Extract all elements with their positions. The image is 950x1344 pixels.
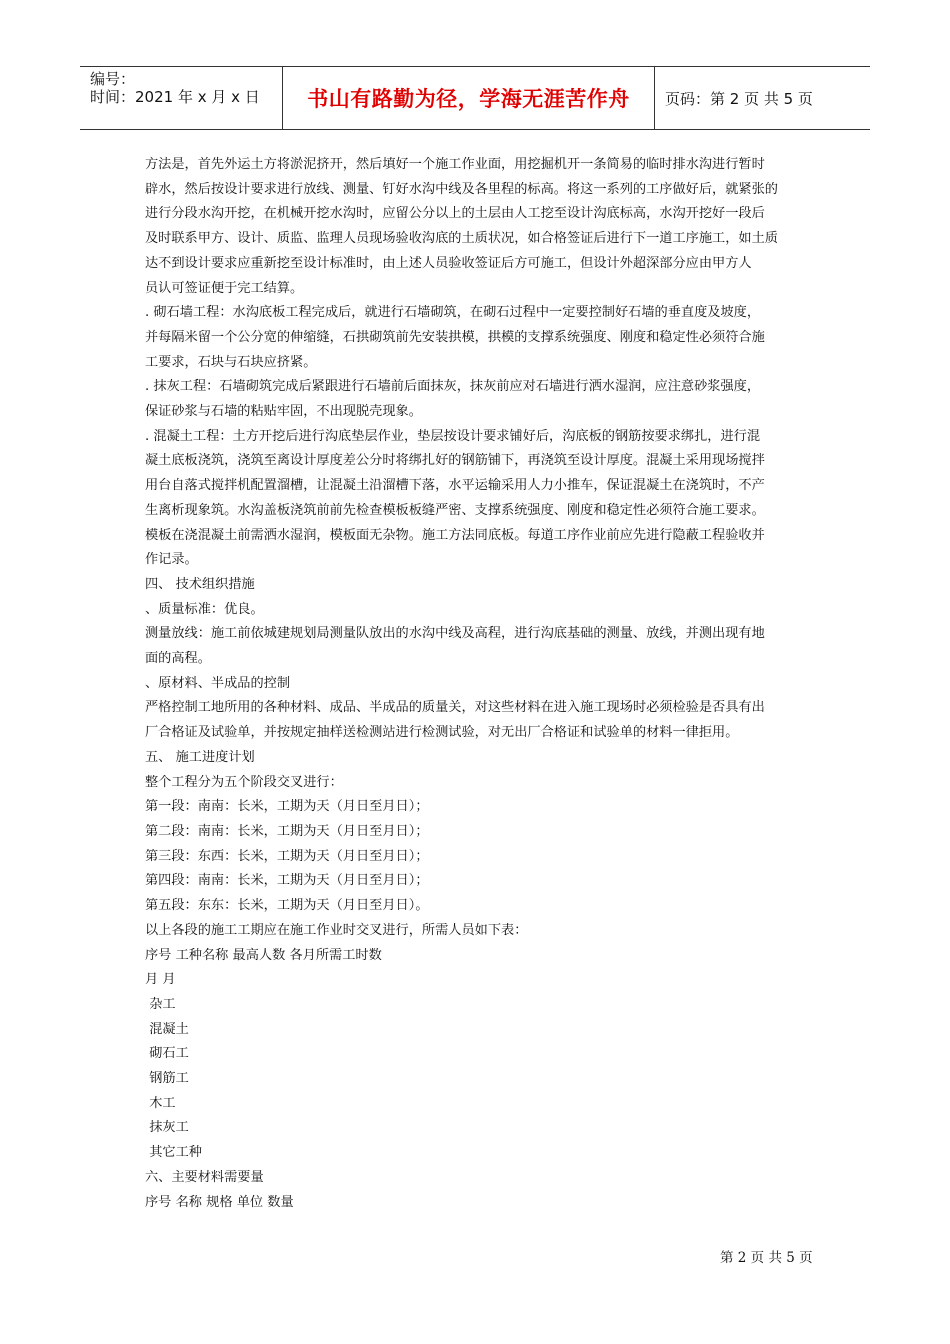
body-line: 砌石工 (145, 1046, 189, 1062)
body-line: 六、主要材料需要量 (145, 1169, 264, 1185)
document-body (145, 153, 810, 1215)
body-line: 生离析现象筑。水沟盖板浇筑前前先检查模板板缝严密、支撑系统强度、刚度和稳定性必须符合施工要求。 (145, 502, 765, 518)
body-line: 序号 工种名称 最高人数 各月所需工时数 (145, 947, 382, 963)
body-line: 整个工程分为五个阶段交叉进行： (145, 774, 343, 790)
body-line: 四、 技术组织措施 (145, 576, 255, 592)
body-line: 员认可签证便于完工结算。 (145, 280, 304, 296)
body-line: 厂合格证及试验单，并按规定抽样送检测站进行检测试验，对无出厂合格证和试验单的材料一律拒用。 (145, 725, 739, 741)
document-number-label: 编号： (90, 70, 136, 88)
body-line: 保证砂浆与石墙的粘贴牢固，不出现脱壳现象。 (145, 404, 422, 420)
body-line: 混凝土 (145, 1021, 189, 1037)
body-line: 并每隔米留一个公分宽的伸缩缝，石拱砌筑前先安装拱模，拱模的支撑系统强度、刚度和稳定性必须符合施 (145, 329, 765, 345)
body-line: 杂工 (145, 996, 176, 1012)
body-line: 模板在浇混凝土前需洒水湿润，模板面无杂物。施工方法同底板。每道工序作业前应先进行隐蔽工程验收并 (145, 527, 765, 543)
body-line: 进行分段水沟开挖，在机械开挖水沟时，应留公分以上的土层由人工挖至设计沟底标高，水沟开挖好一段后 (145, 206, 765, 222)
body-line: . 砌石墙工程：水沟底板工程完成后，就进行石墙砌筑，在砌石过程中一定要控制好石墙的垂直度及坡度， (145, 305, 761, 321)
body-line: 达不到设计要求应重新挖至设计标准时，由上述人员验收签证后方可施工，但设计外超深部分应由甲方人 (145, 255, 752, 271)
body-line: 第一段：南南：长米，工期为天（月日至月日）； (145, 799, 429, 815)
page-header (80, 66, 870, 130)
body-line: 第五段：东东：长米，工期为天（月日至月日）。 (145, 898, 429, 914)
body-line: 、质量标准：优良。 (145, 601, 264, 617)
body-line: 辟水，然后按设计要求进行放线、测量、钉好水沟中线及各里程的标高。将这一系列的工序做好后，就紧张的 (145, 181, 778, 197)
body-line: . 抹灰工程：石墙砌筑完成后紧跟进行石墙前后面抹灰，抹灰前应对石墙进行洒水湿润，应注意砂浆强度， (145, 379, 761, 395)
body-line: 及时联系甲方、设计、质监、监理人员现场验收沟底的土质状况，如合格签证后进行下一道工序施工，如土质 (145, 231, 778, 247)
header-motto: 书山有路勤为径，学海无涯苦作舟 (283, 67, 655, 129)
body-line: 木工 (145, 1095, 176, 1111)
body-line: 抹灰工 (145, 1120, 189, 1136)
body-line: 测量放线：施工前依城建规划局测量队放出的水沟中线及高程，进行沟底基础的测量、放线，并测出现有地 (145, 626, 765, 642)
body-line: 严格控制工地所用的各种材料、成品、半成品的质量关，对这些材料在进入施工现场时必须检验是否具有出 (145, 700, 765, 716)
body-line: 月 月 (145, 972, 176, 988)
page-footer: 第 2 页 共 5 页 (720, 1250, 813, 1266)
body-line: 方法是，首先外运土方将淤泥挤开，然后填好一个施工作业面，用挖掘机开一条简易的临时排水沟进行暂时 (145, 157, 765, 172)
header-meta (80, 67, 283, 129)
body-line: 以上各段的施工工期应在施工作业时交叉进行，所需人员如下表： (145, 922, 528, 938)
body-line: 凝土底板浇筑，浇筑至离设计厚度差公分时将绑扎好的钢筋铺下，再浇筑至设计厚度。混凝土采用现场搅拌 (145, 453, 765, 469)
body-line: 其它工种 (145, 1145, 202, 1161)
body-line: . 混凝土工程：土方开挖后进行沟底垫层作业，垫层按设计要求铺好后，沟底板的钢筋按要求绑扎，进行混 (145, 428, 761, 444)
body-line: 工要求，石块与石块应挤紧。 (145, 354, 317, 370)
body-line: 第二段：南南：长米，工期为天（月日至月日）； (145, 823, 429, 839)
body-line: 作记录。 (145, 552, 198, 568)
body-line: 第四段：南南：长米，工期为天（月日至月日）； (145, 873, 429, 889)
body-line: 序号 名称 规格 单位 数量 (145, 1194, 294, 1210)
body-line: 用台自落式搅拌机配置溜槽，让混凝土沿溜槽下落，水平运输采用人力小推车，保证混凝土在浇筑时，不产 (145, 478, 765, 494)
header-page-number: 页码：第 2 页 共 5 页 (665, 89, 813, 108)
document-date-label: 时间：2021 年 x 月 x 日 (90, 88, 260, 106)
body-line: 五、 施工进度计划 (145, 749, 255, 765)
body-line: 第三段：东西：长米，工期为天（月日至月日）； (145, 848, 429, 864)
body-line: 面的高程。 (145, 651, 211, 667)
body-line: 、原材料、半成品的控制 (145, 675, 291, 691)
body-line: 钢筋工 (145, 1071, 189, 1087)
